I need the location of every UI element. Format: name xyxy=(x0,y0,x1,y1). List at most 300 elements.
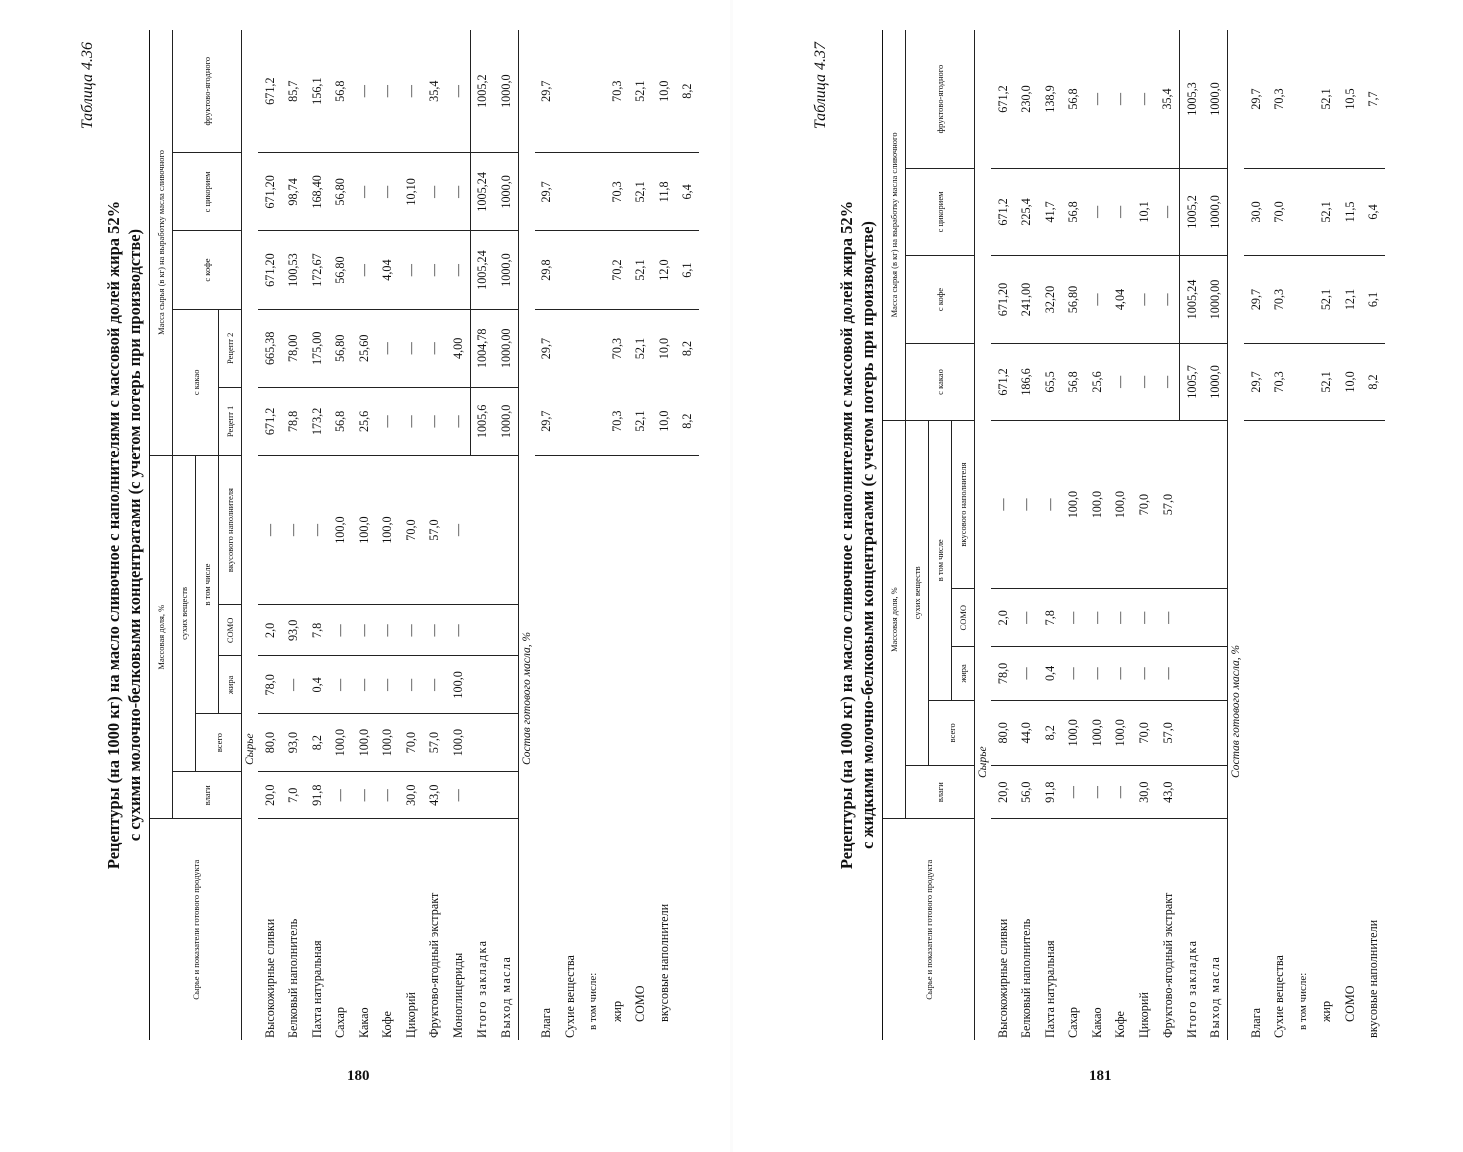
table-row xyxy=(329,30,353,1040)
row-name: Цикорий xyxy=(403,992,418,1038)
cell: 80,0 xyxy=(991,700,1015,765)
header-fruit: фруктово-ягодного xyxy=(173,30,242,153)
composition-row xyxy=(652,30,676,1040)
cell: 56,80 xyxy=(329,153,353,231)
cell: 78,0 xyxy=(991,647,1015,701)
cell: — xyxy=(376,30,400,153)
recipe-table xyxy=(882,30,1385,1040)
cell: 10,5 xyxy=(1338,30,1362,169)
cell: — xyxy=(1085,765,1109,819)
section-composition-label: Состав готового масла, % xyxy=(1230,644,1242,778)
cell: — xyxy=(305,455,329,604)
cell: 57,0 xyxy=(423,714,447,772)
title-line-1: Рецептуры (на 1000 кг) на масло сливочное с наполнителями с массовой долей жира 52% xyxy=(104,200,123,870)
cell: — xyxy=(1109,344,1133,421)
row-name: Кофе xyxy=(380,1011,395,1038)
cell: — xyxy=(1156,344,1180,421)
composition-row xyxy=(1268,30,1292,1040)
cell: 10,10 xyxy=(399,153,423,231)
table-row xyxy=(1062,30,1086,1040)
cell: 100,0 xyxy=(352,714,376,772)
cell: 30,0 xyxy=(399,771,423,819)
cell: 671,2 xyxy=(991,30,1015,169)
cell: — xyxy=(991,420,1015,589)
cell: 241,00 xyxy=(1015,255,1039,343)
header-coffee: с кофе xyxy=(173,231,242,309)
cell: — xyxy=(1132,647,1156,701)
cell: — xyxy=(446,455,470,604)
header-recipe-1: Рецепт 1 xyxy=(219,387,242,455)
cell: 1000,0 xyxy=(1204,169,1228,256)
table-row xyxy=(991,30,1015,1040)
cell: — xyxy=(446,30,470,153)
header-total: всего xyxy=(196,714,242,772)
header-moisture: влаги xyxy=(906,765,975,819)
row-name: Выход масла xyxy=(1204,819,1228,1040)
page-left xyxy=(0,0,730,1152)
composition-row xyxy=(605,30,629,1040)
table-row xyxy=(1085,30,1109,1040)
cell: — xyxy=(423,231,447,309)
cell: — xyxy=(376,153,400,231)
cell: 100,0 xyxy=(376,714,400,772)
header-incl: в том числе xyxy=(196,455,219,713)
cell: — xyxy=(1109,169,1133,256)
row-name: Сахар xyxy=(1066,1007,1081,1038)
table-row xyxy=(1015,30,1039,1040)
cell: — xyxy=(282,656,306,714)
raw-body xyxy=(242,30,700,1040)
table-row xyxy=(376,30,400,1040)
cell: 70,0 xyxy=(1132,700,1156,765)
cell: — xyxy=(376,605,400,656)
table-row-total xyxy=(470,30,494,1040)
cell: 671,2 xyxy=(991,344,1015,421)
cell: 43,0 xyxy=(423,771,447,819)
composition-row xyxy=(582,30,606,1040)
row-name: в том числе: xyxy=(1296,972,1309,1030)
row-name: Пахта натуральная xyxy=(309,940,324,1038)
cell: 70,3 xyxy=(605,30,629,153)
cell: — xyxy=(1085,30,1109,169)
cell: 100,0 xyxy=(1085,700,1109,765)
table-title xyxy=(836,30,878,1040)
cell: — xyxy=(1062,647,1086,701)
cell: 52,1 xyxy=(1315,30,1339,169)
header-cocoa: с какао xyxy=(173,309,219,455)
cell: 52,1 xyxy=(629,387,653,455)
row-name: жир xyxy=(609,1000,624,1022)
cell: — xyxy=(329,605,353,656)
header-fat: жира xyxy=(952,647,975,701)
cell: — xyxy=(423,387,447,455)
header-fat: жира xyxy=(219,656,242,714)
table-row-output xyxy=(494,30,518,1040)
cell: — xyxy=(1038,420,1062,589)
cell: 52,1 xyxy=(629,231,653,309)
cell: 7,7 xyxy=(1362,30,1386,169)
composition-row xyxy=(535,30,559,1040)
cell: 4,00 xyxy=(446,309,470,387)
cell: — xyxy=(1109,30,1133,169)
cell: 2,0 xyxy=(258,605,282,656)
header-product: Сырье и показатели готового продукта xyxy=(883,819,975,1040)
cell: — xyxy=(1015,420,1039,589)
cell: 80,0 xyxy=(258,714,282,772)
header-somo: СОМО xyxy=(219,605,242,656)
rotated-content-left xyxy=(75,30,695,1040)
cell: 1005,24 xyxy=(1180,255,1204,343)
cell: — xyxy=(399,387,423,455)
cell: 100,0 xyxy=(1062,420,1086,589)
header-raw-mass: Масса сырья (в кг) на выработку масла сливочного xyxy=(883,30,906,420)
cell: 70,2 xyxy=(605,231,629,309)
header-chicory: с цикорием xyxy=(173,153,242,231)
cell: 91,8 xyxy=(305,771,329,819)
cell: 25,6 xyxy=(352,387,376,455)
recipe-table xyxy=(149,30,699,1040)
cell: — xyxy=(1085,647,1109,701)
cell: — xyxy=(399,309,423,387)
cell: 70,0 xyxy=(399,714,423,772)
cell: 52,1 xyxy=(1315,169,1339,256)
cell: 100,0 xyxy=(1062,700,1086,765)
cell: 1000,00 xyxy=(494,309,518,387)
cell: 8,2 xyxy=(680,340,695,357)
cell: 671,20 xyxy=(258,153,282,231)
header-raw-mass: Масса сырья (в кг) на выработку масла сливочного xyxy=(150,30,173,455)
row-name: Какао xyxy=(1089,1007,1104,1038)
cell: 1000,0 xyxy=(494,153,518,231)
cell: 671,2 xyxy=(258,387,282,455)
composition-row xyxy=(558,30,582,1040)
cell: 1005,24 xyxy=(470,153,494,231)
cell: 10,0 xyxy=(652,30,676,153)
cell: 30,0 xyxy=(1244,169,1268,256)
cell: 29,8 xyxy=(535,231,559,309)
cell: 1005,3 xyxy=(1180,30,1204,169)
cell: — xyxy=(446,387,470,455)
cell: 11,5 xyxy=(1338,169,1362,256)
table-number: Таблица 4.36 xyxy=(79,42,96,130)
header-product: Сырье и показатели готового продукта xyxy=(150,819,242,1040)
cell: 7,0 xyxy=(282,771,306,819)
cell: — xyxy=(1132,344,1156,421)
cell: 91,8 xyxy=(1038,765,1062,819)
cell: 168,40 xyxy=(305,153,329,231)
row-name: вкусовые наполнители xyxy=(1366,919,1381,1038)
cell: 8,2 xyxy=(676,387,700,455)
cell: 57,0 xyxy=(1156,700,1180,765)
cell: 1005,2 xyxy=(470,30,494,153)
composition-row xyxy=(1244,30,1268,1040)
row-name: Кофе xyxy=(1113,1011,1128,1038)
header-recipe-2: Рецепт 2 xyxy=(219,309,242,387)
header-dry-matter: сухих веществ xyxy=(906,420,929,765)
cell: — xyxy=(399,231,423,309)
cell: 1000,0 xyxy=(1204,344,1228,421)
cell: 29,7 xyxy=(1244,255,1268,343)
cell: 43,0 xyxy=(1156,765,1180,819)
cell: 70,0 xyxy=(1268,169,1292,256)
cell: 52,1 xyxy=(629,153,653,231)
cell: 4,04 xyxy=(1109,255,1133,343)
table-row xyxy=(399,30,423,1040)
cell: 100,0 xyxy=(1085,420,1109,589)
cell: 56,8 xyxy=(1062,169,1086,256)
header-dry-matter: сухих веществ xyxy=(173,455,196,771)
cell: 32,20 xyxy=(1038,255,1062,343)
composition-row xyxy=(1291,30,1315,1040)
header-flavor: вкусового наполнителя xyxy=(219,455,242,604)
cell: — xyxy=(1085,169,1109,256)
cell: — xyxy=(399,656,423,714)
cell: — xyxy=(1062,589,1086,647)
row-name: Моноглицериды xyxy=(451,952,465,1038)
page-number: 180 xyxy=(347,1068,370,1084)
cell: 1005,2 xyxy=(1180,169,1204,256)
rotated-content-right xyxy=(808,30,1408,1040)
cell: 56,80 xyxy=(1062,255,1086,343)
cell: 173,2 xyxy=(305,387,329,455)
cell: 4,04 xyxy=(376,231,400,309)
cell: — xyxy=(1132,589,1156,647)
row-name: Какао xyxy=(356,1007,371,1038)
cell: — xyxy=(423,656,447,714)
cell: 665,38 xyxy=(258,309,282,387)
cell: — xyxy=(376,309,400,387)
cell: 70,3 xyxy=(1268,30,1292,169)
table-row xyxy=(1132,30,1156,1040)
cell: — xyxy=(1156,647,1180,701)
cell: 671,2 xyxy=(991,169,1015,256)
cell: — xyxy=(1085,255,1109,343)
table-row xyxy=(1038,30,1062,1040)
cell: — xyxy=(1085,589,1109,647)
cell: 10,0 xyxy=(652,387,676,455)
cell: 29,7 xyxy=(539,337,554,360)
cell: 56,8 xyxy=(1062,344,1086,421)
cell: 52,1 xyxy=(1315,344,1339,421)
cell: — xyxy=(399,30,423,153)
cell: — xyxy=(376,656,400,714)
cell: — xyxy=(352,153,376,231)
cell: 44,0 xyxy=(1015,700,1039,765)
cell: 7,8 xyxy=(1038,589,1062,647)
cell: 10,0 xyxy=(1338,344,1362,421)
cell: 100,0 xyxy=(329,455,353,604)
table-row xyxy=(282,30,306,1040)
cell: 186,6 xyxy=(1015,344,1039,421)
cell: 1000,0 xyxy=(494,30,518,153)
composition-row xyxy=(1315,30,1339,1040)
header-somo: СОМО xyxy=(952,589,975,647)
cell: 1005,7 xyxy=(1180,344,1204,421)
cell: 29,7 xyxy=(535,30,559,153)
cell: — xyxy=(1109,589,1133,647)
cell: 10,0 xyxy=(656,337,671,360)
cell: 29,7 xyxy=(1244,344,1268,421)
cell: 138,9 xyxy=(1038,30,1062,169)
cell: — xyxy=(423,605,447,656)
cell: — xyxy=(376,771,400,819)
title-line-2: с сухими молочно-белковыми концентратами (с учетом потерь при производстве) xyxy=(125,228,144,842)
cell: 0,4 xyxy=(1038,647,1062,701)
row-name: Влага xyxy=(539,1007,554,1038)
cell: — xyxy=(329,771,353,819)
cell: 70,3 xyxy=(609,337,624,360)
row-name: СОМО xyxy=(1342,985,1357,1022)
table-row xyxy=(1109,30,1133,1040)
cell: 8,2 xyxy=(676,30,700,153)
cell: 7,8 xyxy=(305,605,329,656)
cell: 8,2 xyxy=(305,714,329,772)
raw-body xyxy=(975,30,1386,1040)
row-name: Цикорий xyxy=(1136,992,1151,1038)
table-row xyxy=(1156,30,1180,1040)
cell: — xyxy=(352,771,376,819)
cell: 671,2 xyxy=(258,30,282,153)
cell: 52,1 xyxy=(633,337,648,360)
table-title xyxy=(103,30,145,1040)
cell: — xyxy=(352,231,376,309)
row-name: Высокожирные сливки xyxy=(995,918,1010,1038)
cell: 100,53 xyxy=(282,231,306,309)
cell: 56,80 xyxy=(329,231,353,309)
cell: — xyxy=(1109,647,1133,701)
cell: 57,0 xyxy=(1156,420,1180,589)
row-name: в том числе: xyxy=(587,972,600,1030)
title-line-1: Рецептуры (на 1000 кг) на масло сливочное с наполнителями с массовой долей жира 52% xyxy=(837,200,856,870)
cell: — xyxy=(446,231,470,309)
cell: 0,4 xyxy=(305,656,329,714)
cell: 70,3 xyxy=(605,153,629,231)
cell: 30,0 xyxy=(1132,765,1156,819)
cell: 1000,0 xyxy=(494,387,518,455)
title-line-2: с жидкими молочно-белковыми концентратами (с учетом потерь при производстве) xyxy=(858,221,877,849)
cell: 20,0 xyxy=(991,765,1015,819)
row-name: Сахар xyxy=(333,1007,348,1038)
cell: 1000,0 xyxy=(494,231,518,309)
row-name: Итого закладка xyxy=(475,939,489,1038)
row-name xyxy=(676,819,700,1040)
table-row xyxy=(258,30,282,1040)
composition-row xyxy=(1362,30,1386,1040)
cell: — xyxy=(1156,169,1180,256)
cell: 56,80 xyxy=(329,309,353,387)
header-mass-fraction: Массовая доля, % xyxy=(883,420,906,819)
cell: 70,3 xyxy=(1268,255,1292,343)
section-raw-label: Сырье xyxy=(977,746,989,778)
cell: 2,0 xyxy=(991,589,1015,647)
cell: 70,3 xyxy=(1268,344,1292,421)
cell: 100,0 xyxy=(329,714,353,772)
cell: — xyxy=(1156,255,1180,343)
cell: 100,0 xyxy=(1109,700,1133,765)
composition-row xyxy=(629,30,653,1040)
page-number: 181 xyxy=(1089,1068,1112,1084)
cell: 35,4 xyxy=(1156,30,1180,169)
cell: — xyxy=(352,30,376,153)
cell: — xyxy=(282,455,306,604)
cell: 56,0 xyxy=(1015,765,1039,819)
row-name: Фруктово-ягодный экстракт xyxy=(1160,892,1175,1038)
row-name: жир xyxy=(1319,1000,1334,1022)
cell: 1005,6 xyxy=(470,387,494,455)
section-composition-label: Состав готового масла, % xyxy=(520,631,533,765)
cell: 25,6 xyxy=(1085,344,1109,421)
cell: — xyxy=(1062,765,1086,819)
cell: 6,1 xyxy=(1362,255,1386,343)
cell: 56,8 xyxy=(329,387,353,455)
cell: — xyxy=(376,387,400,455)
row-name: Фруктово-ягодный экстракт xyxy=(427,892,442,1038)
cell: 98,74 xyxy=(282,153,306,231)
row-name: Влага xyxy=(1248,1007,1263,1038)
cell: 78,0 xyxy=(258,656,282,714)
cell: — xyxy=(1015,589,1039,647)
cell: 671,20 xyxy=(258,231,282,309)
header-total: всего xyxy=(929,700,975,765)
cell: — xyxy=(329,656,353,714)
header-cocoa: с какао xyxy=(906,344,975,421)
cell: — xyxy=(446,153,470,231)
row-name: Белковый наполнитель xyxy=(1019,918,1034,1038)
cell: 12,1 xyxy=(1338,255,1362,343)
cell: 12,0 xyxy=(652,231,676,309)
cell: 100,0 xyxy=(1109,420,1133,589)
cell: 29,7 xyxy=(535,387,559,455)
cell: 1000,00 xyxy=(1204,255,1228,343)
cell: 29,7 xyxy=(535,153,559,231)
cell: — xyxy=(1015,647,1039,701)
cell: 10,1 xyxy=(1132,169,1156,256)
table-row-output xyxy=(1204,30,1228,1040)
row-name: СОМО xyxy=(633,985,648,1022)
cell: 35,4 xyxy=(423,30,447,153)
cell: — xyxy=(352,605,376,656)
cell: 11,8 xyxy=(652,153,676,231)
row-name: Итого закладка xyxy=(1184,939,1199,1038)
cell: 93,0 xyxy=(282,605,306,656)
cell: 70,3 xyxy=(605,387,629,455)
cell: 56,8 xyxy=(1062,30,1086,169)
table-row xyxy=(423,30,447,1040)
cell: 100,0 xyxy=(376,455,400,604)
cell: 172,67 xyxy=(305,231,329,309)
row-name: Выход масла xyxy=(494,819,518,1040)
cell: — xyxy=(1132,30,1156,169)
cell: 6,1 xyxy=(676,231,700,309)
table-row xyxy=(446,30,470,1040)
header-incl: в том числе xyxy=(929,420,952,700)
table-row-total xyxy=(1180,30,1204,1040)
row-name: Высокожирные сливки xyxy=(262,918,277,1038)
cell: 100,0 xyxy=(446,656,470,714)
cell: 93,0 xyxy=(282,714,306,772)
cell: — xyxy=(399,605,423,656)
table-number: Таблица 4.37 xyxy=(812,42,829,130)
cell: 78,8 xyxy=(282,387,306,455)
row-name: вкусовые наполнители xyxy=(656,903,671,1022)
cell: 1000,0 xyxy=(1204,30,1228,169)
cell: 225,4 xyxy=(1015,169,1039,256)
table-row xyxy=(305,30,329,1040)
composition-row xyxy=(1338,30,1362,1040)
cell: 1004,78 xyxy=(470,309,494,387)
page-right xyxy=(733,0,1463,1152)
cell: 65,5 xyxy=(1038,344,1062,421)
